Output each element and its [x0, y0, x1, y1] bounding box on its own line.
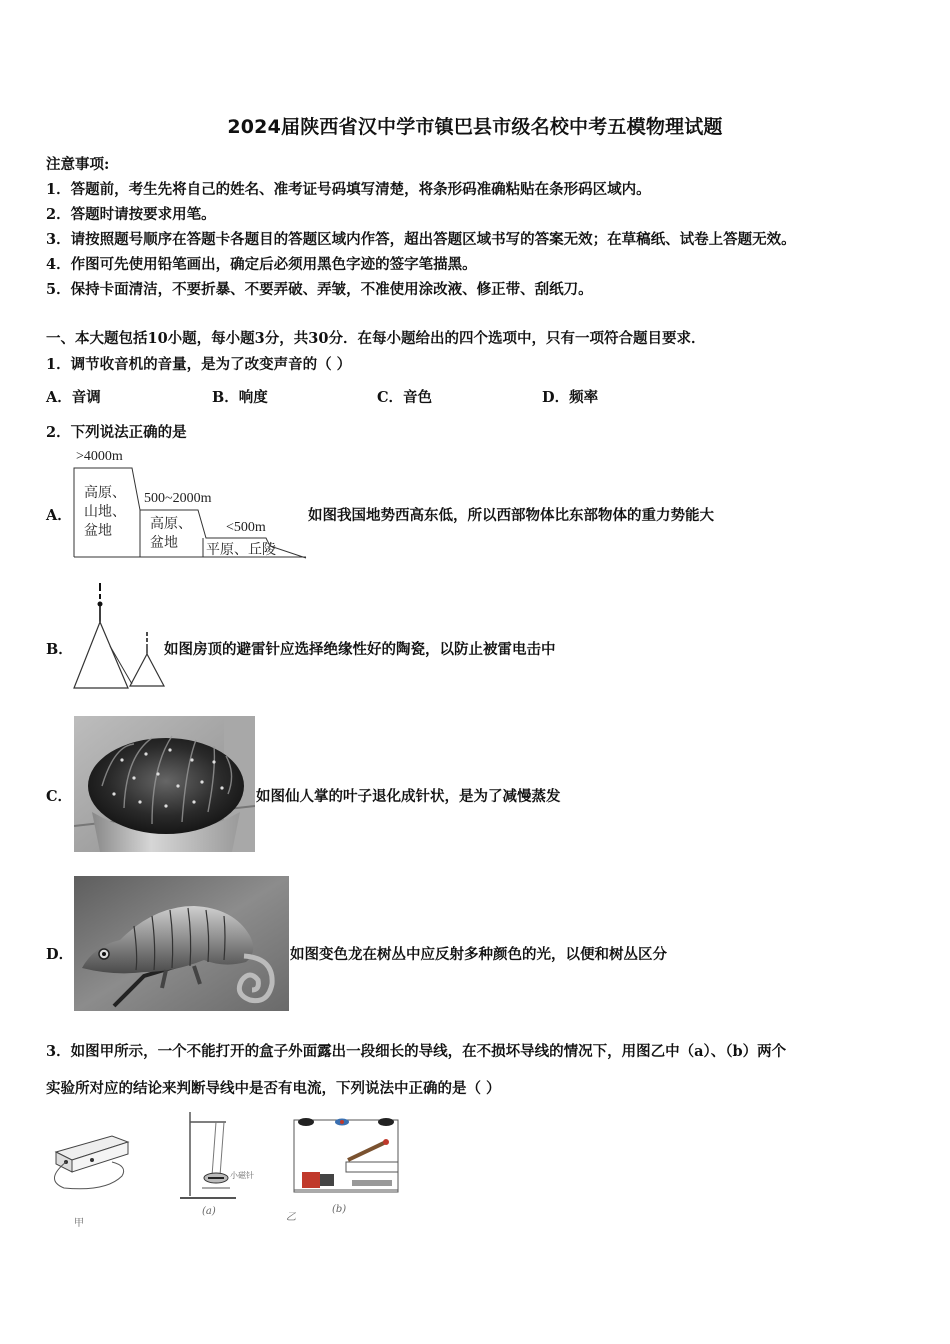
terrain-high-block: [84, 484, 126, 541]
figure-b-circuit: [282, 1112, 412, 1224]
terrain-top-label: >4000m: [76, 449, 123, 464]
question-2-stem: 2．下列说法正确的是: [46, 424, 187, 441]
terrain-low-label: <500m: [226, 520, 266, 535]
figure-b-label: (b): [332, 1204, 347, 1215]
question-3-line-2: 实验所对应的结论来判断导线中是否有电流，下列说法中正确的是（ ）: [46, 1080, 501, 1097]
section-header: 一、本大题包括10小题，每小题3分，共30分．在每小题给出的四个选项中，只有一项符合题目要求．: [46, 330, 706, 347]
figure-jia-label: 甲: [74, 1218, 84, 1229]
q1-option-d: D．频率: [542, 389, 599, 406]
notice-item-3: 3．请按照题号顺序在答题卡各题目的答题区域内作答，超出答题区域书写的答案无效；在草稿纸、试卷上答题无效。: [46, 231, 796, 248]
needle-label: 小磁针: [230, 1171, 254, 1180]
terrain-mid-block: [150, 515, 192, 553]
terrain-high-line-3: 盆地: [84, 523, 112, 539]
q2-option-c-letter: C．: [46, 788, 73, 805]
q2-option-b-letter: B．: [46, 641, 73, 658]
q1-option-c: C．音色: [377, 389, 433, 406]
q2-option-a-letter: A．: [46, 507, 72, 524]
notice-item-1: 1．答题前，考生先将自己的姓名、准考证号码填写清楚，将条形码准确粘贴在条形码区域内。: [46, 181, 651, 198]
terrain-mid-label: 500~2000m: [144, 491, 212, 506]
question-1-stem: 1．调节收音机的音量，是为了改变声音的（ ）: [46, 356, 352, 373]
question-3-line-1: 3．如图甲所示，一个不能打开的盒子外面露出一段细长的导线，在不损坏导线的情况下，用图乙中（a）、（b）两个: [46, 1043, 787, 1060]
figure-a-oersted: [176, 1108, 266, 1224]
q1-option-a: A．音调: [46, 389, 101, 406]
q1-option-b: B．响度: [212, 389, 268, 406]
figure-jia-box: [46, 1130, 136, 1230]
notice-item-4: 4．作图可先使用铅笔画出，确定后必须用黑色字迹的签字笔描黑。: [46, 256, 477, 273]
terrain-mid-line-1: 高原、: [150, 516, 192, 532]
page-title: 2024届陕西省汉中学市镇巴县市级名校中考五模物理试题: [227, 116, 723, 138]
lightning-rod-diagram: [70, 580, 170, 692]
notice-heading: 注意事项:: [46, 156, 110, 173]
chameleon-photo: [74, 876, 289, 1011]
figure-yi-label: 乙: [286, 1212, 296, 1223]
terrain-diagram: [70, 448, 310, 560]
cactus-photo: [74, 716, 255, 852]
q2-option-c-text: 如图仙人掌的叶子退化成针状，是为了减慢蒸发: [256, 788, 561, 805]
notice-item-5: 5．保持卡面清洁，不要折暴、不要弄破、弄皱，不准使用涂改液、修正带、刮纸刀。: [46, 281, 593, 298]
figure-a-label: (a): [202, 1206, 216, 1217]
terrain-low-block: 平原、丘陵: [206, 542, 276, 558]
terrain-mid-line-2: 盆地: [150, 535, 178, 551]
q2-option-d-letter: D．: [46, 946, 74, 963]
q2-option-b-text: 如图房顶的避雷针应选择绝缘性好的陶瓷，以防止被雷电击中: [164, 641, 556, 658]
q2-option-d-text: 如图变色龙在树丛中应反射多种颜色的光，以便和树丛区分: [290, 946, 667, 963]
notice-item-2: 2．答题时请按要求用笔。: [46, 206, 216, 223]
terrain-high-line-2: 山地、: [84, 504, 126, 520]
q2-option-a-text: 如图我国地势西高东低，所以西部物体比东部物体的重力势能大: [308, 507, 714, 524]
terrain-high-line-1: 高原、: [84, 485, 126, 501]
